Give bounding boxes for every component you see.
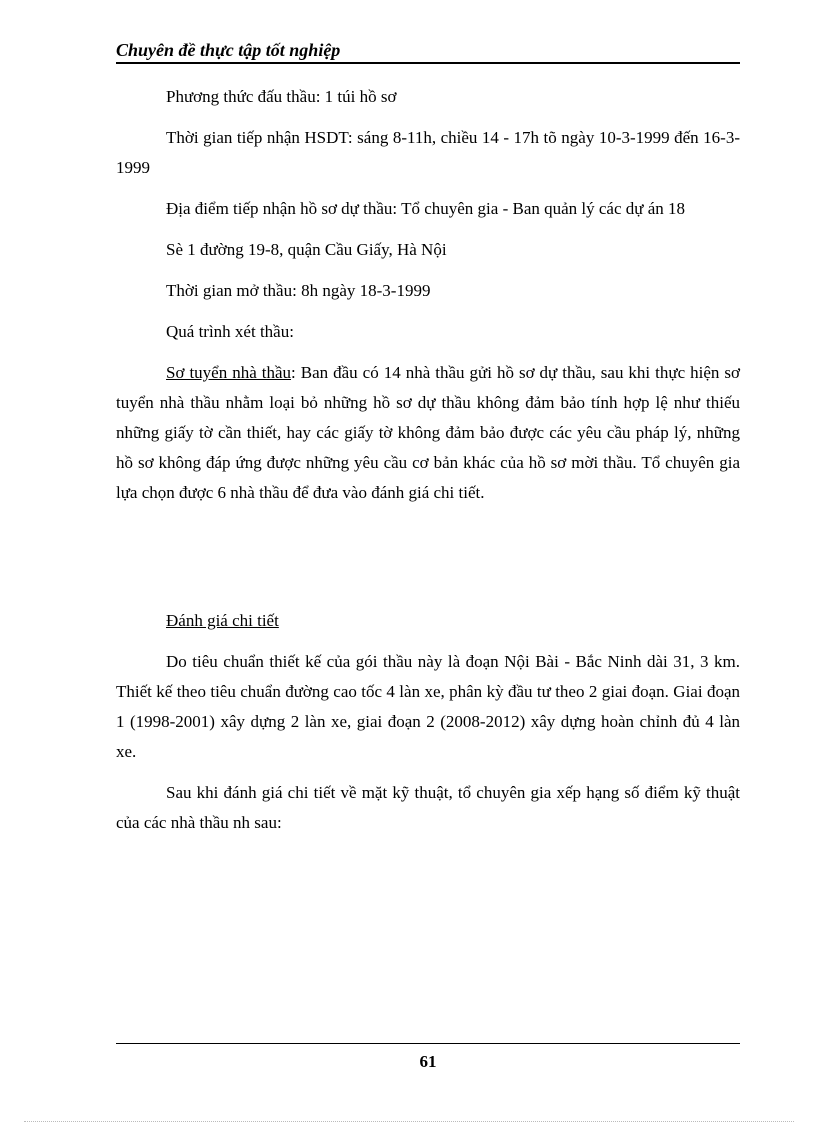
- paragraph-design-standard: Do tiêu chuẩn thiết kế của gói thầu này là đoạn Nội Bài - Bắc Ninh dài 31, 3 km. Thiết kế theo tiêu chuẩn đường cao tốc 4 làn xe, phân kỳ đầu tư theo 2 giai đoạn. Giai đoạn 1 (1998-2001) xây dựng 2 làn xe, giai đoạn 2 (2008-2012) xây dựng hoàn chỉnh đủ 4 làn xe.: [116, 652, 740, 761]
- paragraph-submission-place: Địa điểm tiếp nhận hồ sơ dự thầu: Tổ chuyên gia - Ban quản lý các dự án 18: [166, 199, 686, 218]
- page-bottom-dotted-border: [24, 1121, 794, 1122]
- detailed-evaluation-heading: Đánh giá chi tiết: [166, 611, 279, 630]
- page-header-title: Chuyên đề thực tập tốt nghiệp: [116, 40, 341, 60]
- prequalification-heading: Sơ tuyển nhà thầu: [166, 363, 292, 382]
- section-heading-detailed-evaluation: [116, 606, 740, 636]
- prequalification-text: : Ban đầu có 14 nhà thầu gửi hồ sơ dự thầu, sau khi thực hiện sơ tuyển nhà thầu nhằm loại bỏ những hồ sơ dự thầu không đảm bảo tính hợp lệ như thiếu những giấy tờ cần thiết, hay các giấy tờ không đảm bảo được các yêu cầu pháp lý, những hồ sơ không đáp ứng được những yêu cầu cơ bản khác của hồ sơ mời thầu. Tổ chuyên gia lựa chọn được 6 nhà thầu để đưa vào đánh giá chi tiết.: [116, 363, 741, 502]
- paragraph-prequalification: [116, 358, 740, 508]
- paragraph-submission-time: Thời gian tiếp nhận HSDT: sáng 8-11h, chiều 14 - 17h tõ ngày 10-3-1999 đến 16-3-1999: [116, 128, 740, 177]
- paragraph-technical-ranking: Sau khi đánh giá chi tiết về mặt kỹ thuật, tổ chuyên gia xếp hạng số điểm kỹ thuật của các nhà thầu nh sau:: [116, 783, 740, 832]
- footer-divider: [116, 1043, 740, 1044]
- paragraph-evaluation-process: Quá trình xét thầu:: [166, 322, 294, 341]
- paragraph-bidding-method: Phương thức đấu thầu: 1 túi hồ sơ: [166, 87, 397, 106]
- paragraph-address: Sè 1 đường 19-8, quận Cầu Giấy, Hà Nội: [166, 240, 447, 259]
- paragraph-opening-time: Thời gian mở thầu: 8h ngày 18-3-1999: [166, 281, 431, 300]
- document-body: [116, 82, 740, 838]
- header-divider: [116, 62, 740, 64]
- page-number: 61: [419, 1052, 437, 1071]
